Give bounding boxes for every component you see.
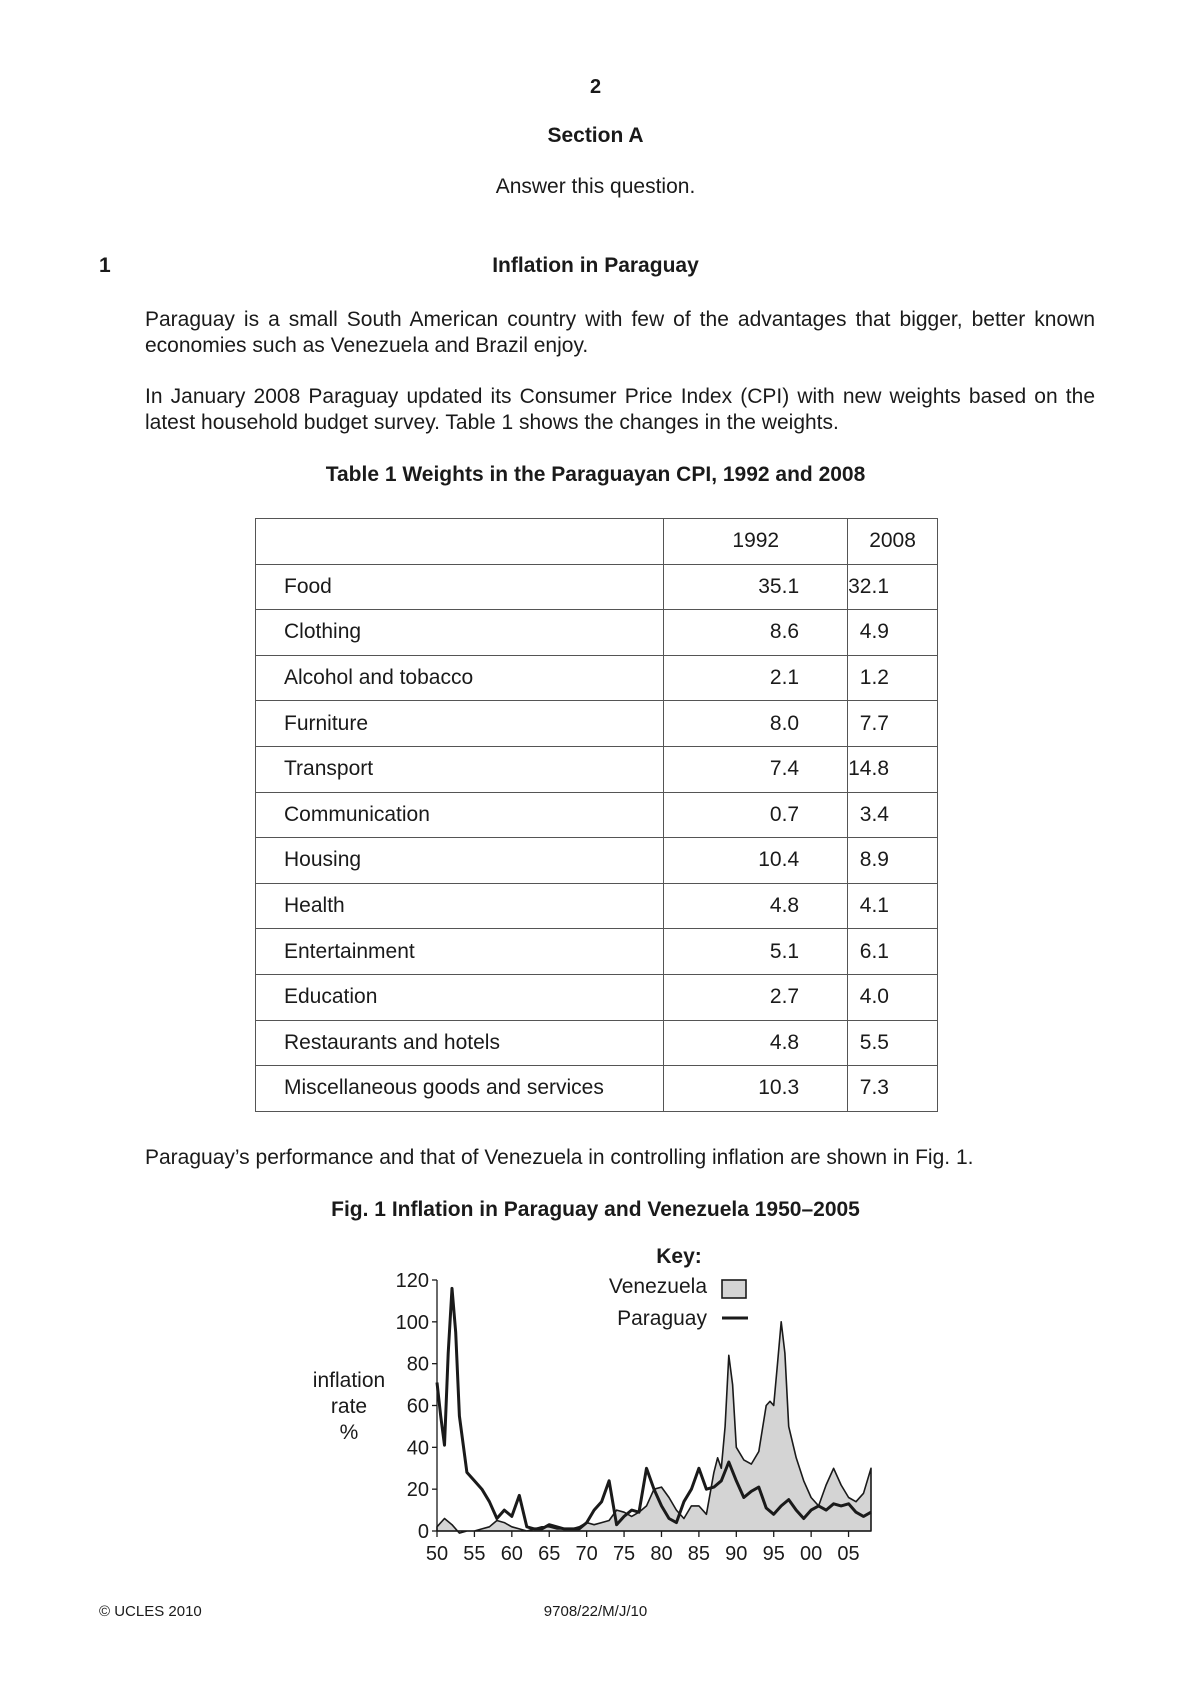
ylabel-line-2: rate [330, 1395, 368, 1418]
ylabel-line-3: % [339, 1421, 359, 1444]
question-number: 1 [99, 254, 111, 277]
y-tick-label: 80 [406, 1353, 429, 1376]
x-tick-label: 65 [538, 1543, 561, 1565]
row-category: Miscellaneous goods and services [256, 1066, 664, 1112]
value-1992: 7.4 [664, 746, 848, 792]
value-1992: 4.8 [664, 883, 848, 929]
ylabel-line-1: inflation [312, 1369, 386, 1392]
value-2008: 1.2 [848, 655, 938, 701]
x-tick-label: 50 [425, 1543, 449, 1565]
x-tick-label: 85 [687, 1543, 711, 1565]
y-tick-label: 100 [395, 1311, 429, 1334]
row-category: Entertainment [256, 929, 664, 975]
x-tick-label: 95 [762, 1543, 785, 1565]
x-tick-label: 55 [463, 1543, 486, 1565]
table-title: Table 1 Weights in the Paraguayan CPI, 1992 and 2008 [325, 463, 866, 486]
value-2008: 7.3 [848, 1066, 938, 1112]
row-category: Communication [256, 792, 664, 838]
value-2008: 4.1 [848, 883, 938, 929]
row-category: Food [256, 564, 664, 610]
x-tick-label: 90 [725, 1543, 748, 1565]
x-tick-label: 05 [837, 1543, 860, 1565]
intro-paragraph: Paraguay is a small South American country with few of the advantages that bigger, better known economies such as Venezuela and Brazil enjoy. [145, 308, 1095, 357]
value-1992: 10.4 [664, 838, 848, 884]
value-2008: 7.7 [848, 701, 938, 747]
value-2008: 4.0 [848, 974, 938, 1020]
row-category: Housing [256, 838, 664, 884]
value-2008: 6.1 [848, 929, 938, 975]
x-tick-label: 70 [575, 1543, 598, 1565]
row-category: Education [256, 974, 664, 1020]
value-1992: 10.3 [664, 1066, 848, 1112]
legend-swatch-venezuela [722, 1280, 746, 1298]
x-tick-label: 60 [500, 1543, 523, 1565]
legend-label-paraguay: Paraguay [617, 1307, 707, 1330]
row-category: Transport [256, 746, 664, 792]
y-tick-label: 0 [417, 1521, 429, 1543]
value-1992: 5.1 [664, 929, 848, 975]
question-title: Inflation in Paraguay [492, 254, 699, 277]
copyright: © UCLES 2010 [99, 1603, 202, 1620]
header-year-2008: 2008 [848, 519, 938, 565]
value-2008: 3.4 [848, 792, 938, 838]
y-tick-label: 60 [406, 1395, 429, 1418]
cpi-paragraph: In January 2008 Paraguay updated its Consumer Price Index (CPI) with new weights based on the latest household budget survey. Table 1 shows the changes in the weights. [145, 385, 1095, 434]
row-category: Furniture [256, 701, 664, 747]
value-1992: 2.1 [664, 655, 848, 701]
legend-label-venezuela: Venezuela [608, 1275, 707, 1298]
x-tick-label: 00 [800, 1543, 823, 1565]
value-1992: 0.7 [664, 792, 848, 838]
y-tick-label: 20 [406, 1479, 429, 1502]
value-1992: 8.0 [664, 701, 848, 747]
paper-code: 9708/22/M/J/10 [543, 1603, 648, 1620]
value-2008: 32.1 [848, 564, 938, 610]
figure-title: Fig. 1 Inflation in Paraguay and Venezuela 1950–2005 [331, 1198, 860, 1221]
y-tick-label: 120 [395, 1270, 429, 1292]
row-category: Restaurants and hotels [256, 1020, 664, 1066]
section-title: Section A [547, 124, 644, 147]
row-category: Health [256, 883, 664, 929]
x-tick-label: 75 [612, 1543, 636, 1565]
value-2008: 5.5 [848, 1020, 938, 1066]
value-2008: 8.9 [848, 838, 938, 884]
page-number: 2 [589, 76, 602, 98]
header-year-1992: 1992 [664, 519, 848, 565]
series-area-venezuela [437, 1322, 871, 1533]
figure-intro-paragraph: Paraguay’s performance and that of Venezuela in controlling inflation are shown in Fig. 1. [145, 1146, 974, 1169]
x-tick-label: 80 [650, 1543, 673, 1565]
value-2008: 4.9 [848, 610, 938, 656]
value-1992: 35.1 [664, 564, 848, 610]
row-category: Clothing [256, 610, 664, 656]
y-tick-label: 40 [406, 1437, 429, 1460]
value-1992: 4.8 [664, 1020, 848, 1066]
key-title: Key: [656, 1245, 702, 1268]
value-2008: 14.8 [848, 746, 938, 792]
value-1992: 8.6 [664, 610, 848, 656]
instruction-text: Answer this question. [495, 175, 696, 198]
row-category: Alcohol and tobacco [256, 655, 664, 701]
value-1992: 2.7 [664, 974, 848, 1020]
